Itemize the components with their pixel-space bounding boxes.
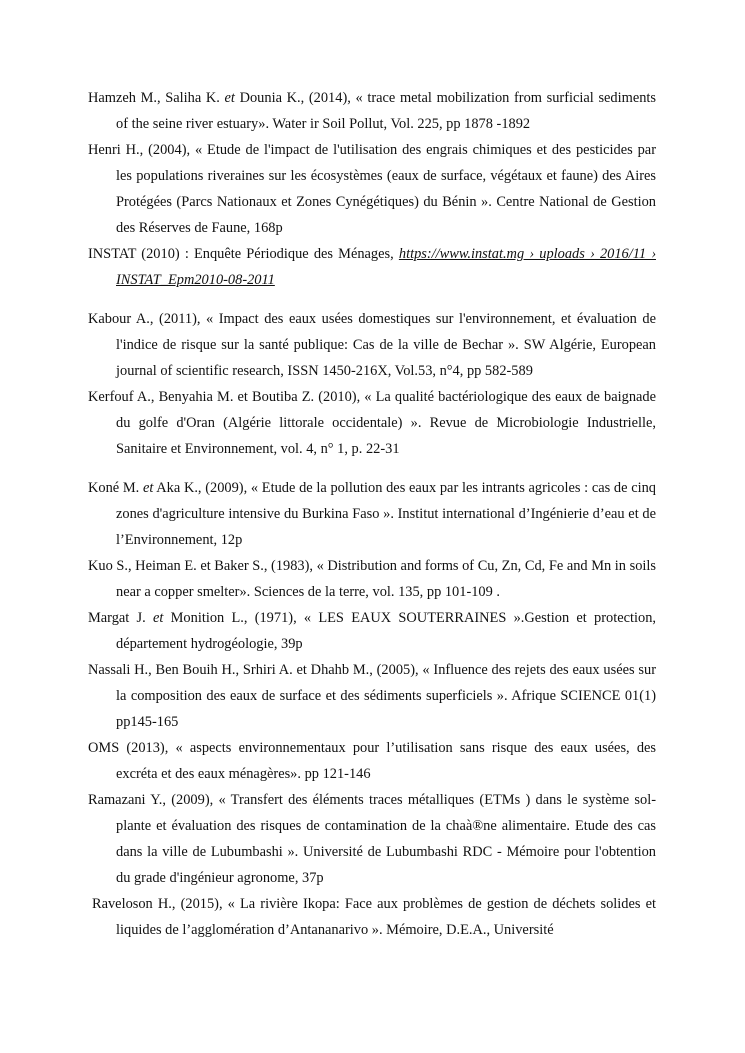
reference-entry-kone (88, 475, 656, 553)
reference-text: INSTAT (2010) : Enquête Périodique des Ménages, (88, 246, 399, 262)
reference-text: OMS (2013), « aspects environnementaux pour l’utilisation sans risque des eaux usées, des excréta et des eaux ménagères». pp 121-146 (88, 740, 656, 782)
reference-entry-hamzeh (88, 85, 656, 137)
reference-italic-et: et (153, 610, 164, 626)
reference-text: Kerfouf A., Benyahia M. et Boutiba Z. (2010), « La qualité bactériologique des eaux de baignade du golfe d'Oran (Algérie littorale occidentale) ». Revue de Microbiologie Industrielle, Sanitaire et Environnement, vol. 4, n° 1, p. 22-31 (88, 389, 656, 457)
reference-entry-nassali (88, 657, 656, 735)
reference-text: Henri H., (2004), « Etude de l'impact de l'utilisation des engrais chimiques et des pesticides par les populations riveraines sur les écosystèmes (eaux de surface, végétaux et faune) des Aires Protégées (Parcs Nationaux et Zones Cynégétiques) du Bénin ». Centre National de Gestion des Réserves de Faune, 168p (88, 142, 656, 236)
reference-text: Koné M. (88, 480, 143, 496)
reference-entry-kerfouf (88, 384, 656, 462)
reference-text: Margat J. (88, 610, 153, 626)
reference-list (88, 85, 656, 943)
reference-entry-instat (88, 241, 656, 293)
reference-text: Hamzeh M., Saliha K. (88, 90, 225, 106)
reference-text: Kuo S., Heiman E. et Baker S., (1983), « Distribution and forms of Cu, Zn, Cd, Fe and Mn in soils near a copper smelter». Sciences de la terre, vol. 135, pp 101-109 . (88, 558, 656, 600)
reference-text: Ramazani Y., (2009), « Transfert des éléments traces métalliques (ETMs ) dans le système sol- plante et évaluation des risques de contamination de la chaà®ne alimentaire. Etude des cas dans la ville de Lubumbashi ». Université de Lubumbashi RDC - Mémoire pour l'obtention du grade d'ingénieur agronome, 37p (88, 792, 656, 886)
reference-italic-et: et (142, 480, 154, 496)
reference-text: Raveloson H., (2015), « La rivière Ikopa: Face aux problèmes de gestion de déchets solides et liquides de l’agglomération d’Antananarivo ». Mémoire, D.E.A., Université (92, 896, 656, 938)
reference-entry-kabour (88, 306, 656, 384)
instat-url-link[interactable]: https://www.instat.mg › uploads › 2016/11 › INSTAT_Epm2010-08-2011 (116, 246, 656, 288)
reference-entry-ramazani (88, 787, 656, 891)
reference-entry-margat (88, 605, 656, 657)
reference-text: Nassali H., Ben Bouih H., Srhiri A. et Dhahb M., (2005), « Influence des rejets des eaux usées sur la composition des eaux de surface et des sédiments superficiels ». Afrique SCIENCE 01(1) pp145-165 (88, 662, 656, 730)
reference-text: Dounia K., (2014), « trace metal mobilization from surficial sediments of the seine river estuary». Water ir Soil Pollut, Vol. 225, pp 1878 -1892 (116, 90, 656, 132)
reference-italic-et: et (224, 90, 235, 106)
reference-entry-oms (88, 735, 656, 787)
reference-text: Monition L., (1971), « LES EAUX SOUTERRAINES ».Gestion et protection, département hydrogéologie, 39p (116, 610, 656, 652)
reference-entry-henri (88, 137, 656, 241)
reference-text: Kabour A., (2011), « Impact des eaux usées domestiques sur l'environnement, et évaluation de l'indice de risque sur la santé publique: Cas de la ville de Bechar ». SW Algérie, European journal of scientific research, ISSN 1450-216X, Vol.53, n°4, pp 582-589 (88, 311, 656, 379)
reference-text: Aka K., (2009), « Etude de la pollution des eaux par les intrants agricoles : cas de cinq zones d'agriculture intensive du Burkina Faso ». Institut international d’Ingénierie d’eau et de l’Environnement, 12p (116, 480, 656, 548)
reference-entry-raveloson (88, 891, 656, 943)
reference-entry-kuo (88, 553, 656, 605)
